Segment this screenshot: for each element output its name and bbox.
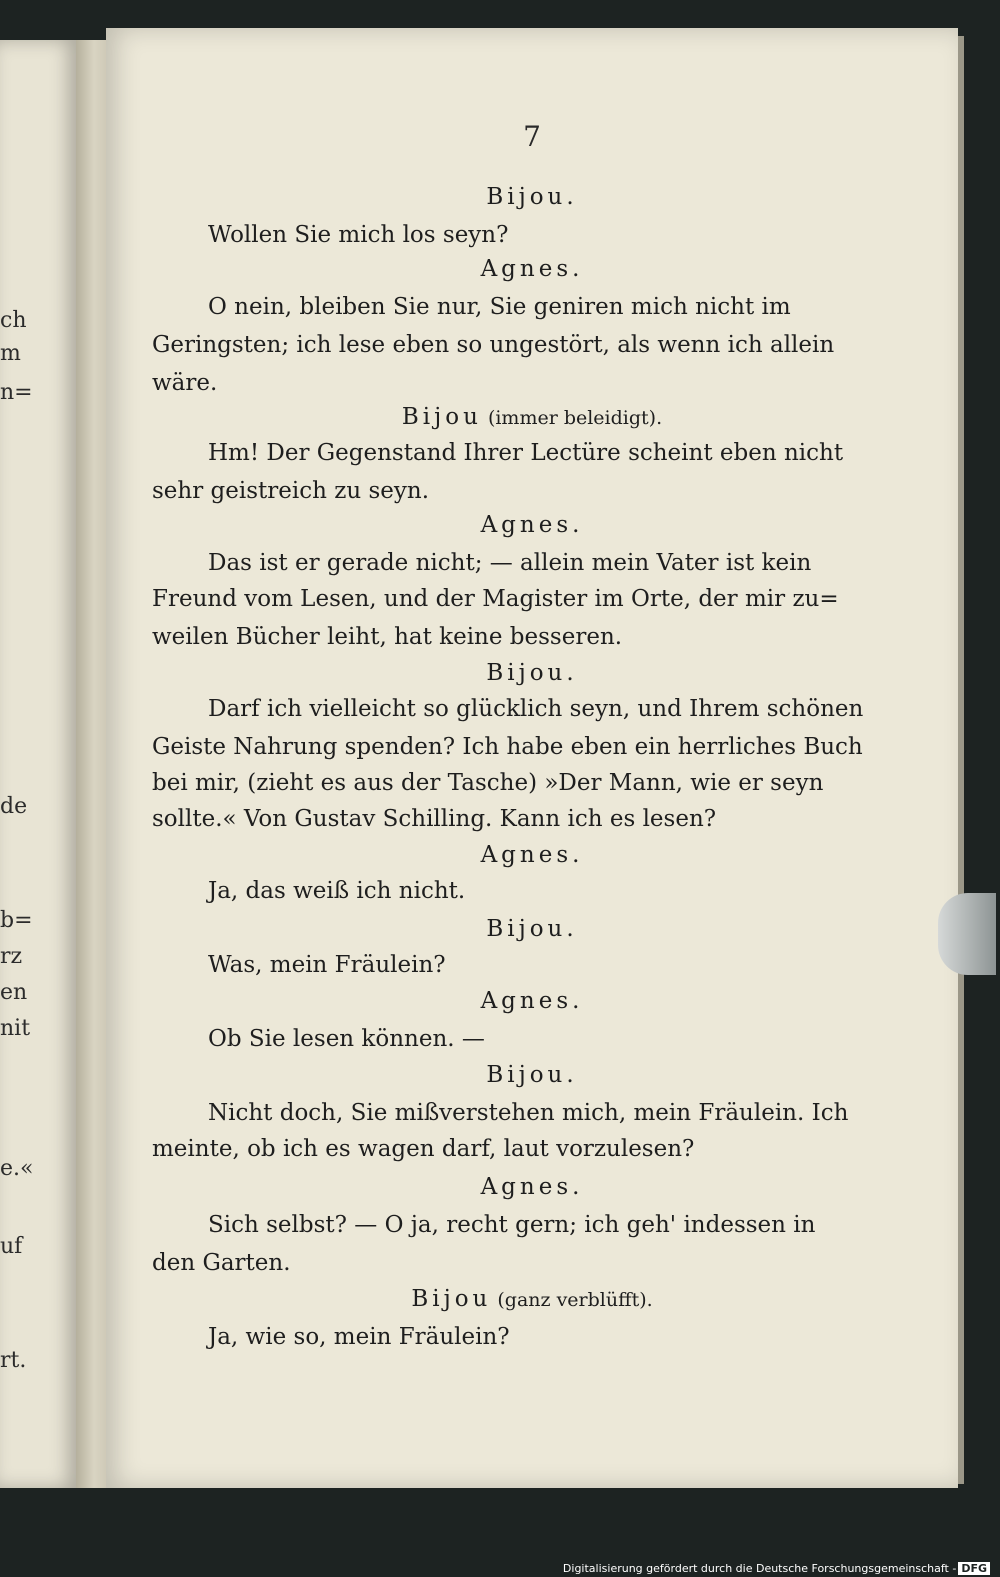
dialogue-line: sollte.« Von Gustav Schilling. Kann ich es lesen? bbox=[152, 806, 717, 832]
speaker-name: Bijou. bbox=[486, 916, 578, 942]
dialogue-line: wäre. bbox=[152, 370, 218, 396]
dialogue-line: sehr geistreich zu seyn. bbox=[152, 478, 430, 504]
left-page-fragment: b= bbox=[0, 908, 33, 933]
dialogue-line: Hm! Der Gegenstand Ihrer Lectüre scheint eben nicht bbox=[208, 440, 844, 466]
speaker-name-text: Bijou bbox=[401, 404, 482, 430]
dialogue-line: bei mir, (zieht es aus der Tasche) »Der Mann, wie er seyn bbox=[152, 770, 824, 796]
left-page-fragment: rz bbox=[0, 944, 23, 969]
left-page-fragment: n= bbox=[0, 380, 33, 405]
dialogue-line: meinte, ob ich es wagen darf, laut vorzulesen? bbox=[152, 1136, 695, 1162]
dialogue-line: weilen Bücher leiht, hat keine besseren. bbox=[152, 624, 623, 650]
right-page bbox=[106, 28, 958, 1488]
dialogue-line: Geringsten; ich lese eben so ungestört, als wenn ich allein bbox=[152, 332, 835, 358]
speaker-name: Agnes. bbox=[480, 1174, 584, 1200]
dialogue-line: Ja, wie so, mein Fräulein? bbox=[208, 1324, 510, 1350]
left-page-fragment: en bbox=[0, 980, 28, 1005]
dialogue-line: Ob Sie lesen können. — bbox=[208, 1026, 485, 1052]
left-page-fragment: rt. bbox=[0, 1348, 27, 1373]
stage-direction: (immer beleidigt). bbox=[487, 407, 663, 429]
left-page-edge bbox=[0, 40, 76, 1488]
left-page-fragment: uf bbox=[0, 1234, 23, 1259]
speaker-name: Agnes. bbox=[480, 512, 584, 538]
credit-text: Digitalisierung gefördert durch die Deutsche Forschungsgemeinschaft - bbox=[562, 1562, 957, 1575]
stage-direction: (ganz verblüfft). bbox=[497, 1289, 653, 1311]
dfg-logo: DFG bbox=[958, 1562, 990, 1575]
left-page-fragment: de bbox=[0, 794, 28, 819]
dialogue-line: Das ist er gerade nicht; — allein mein Vater ist kein bbox=[208, 550, 812, 576]
left-page-fragment: ch bbox=[0, 308, 27, 333]
dialogue-line: Sich selbst? — O ja, recht gern; ich geh' indessen in bbox=[208, 1212, 816, 1238]
dialogue-line: Ja, das weiß ich nicht. bbox=[208, 878, 466, 904]
dialogue-line: Geiste Nahrung spenden? Ich habe eben ein herrliches Buch bbox=[152, 734, 863, 760]
left-page-fragment: e.« bbox=[0, 1156, 34, 1181]
speaker-name: Agnes. bbox=[480, 988, 584, 1014]
speaker-name: Agnes. bbox=[480, 842, 584, 868]
digitization-credit bbox=[563, 1562, 990, 1575]
left-page-fragment: nit bbox=[0, 1016, 31, 1041]
dialogue-line: Was, mein Fräulein? bbox=[208, 952, 446, 978]
speaker-name bbox=[106, 1288, 958, 1311]
speaker-name-text: Bijou bbox=[411, 1286, 492, 1312]
dialogue-line: Wollen Sie mich los seyn? bbox=[208, 222, 509, 248]
dialogue-line: O nein, bleiben Sie nur, Sie geniren mich nicht im bbox=[208, 294, 791, 320]
speaker-name bbox=[106, 406, 958, 429]
dialogue-line: Darf ich vielleicht so glücklich seyn, und Ihrem schönen bbox=[208, 696, 864, 722]
speaker-name: Bijou. bbox=[486, 1062, 578, 1088]
speaker-name: Agnes. bbox=[480, 256, 584, 282]
speaker-name: Bijou. bbox=[486, 184, 578, 210]
speaker-name: Bijou. bbox=[486, 660, 578, 686]
page-turn-tab[interactable] bbox=[938, 893, 996, 975]
dialogue-line: Freund vom Lesen, und der Magister im Orte, der mir zu= bbox=[152, 586, 839, 612]
dialogue-line: den Garten. bbox=[152, 1250, 291, 1276]
book-gutter bbox=[76, 40, 106, 1488]
page-stack-edge bbox=[958, 36, 964, 1484]
dialogue-line: Nicht doch, Sie mißverstehen mich, mein Fräulein. Ich bbox=[208, 1100, 849, 1126]
left-page-fragment: m bbox=[0, 341, 21, 366]
page-number: 7 bbox=[523, 120, 541, 153]
